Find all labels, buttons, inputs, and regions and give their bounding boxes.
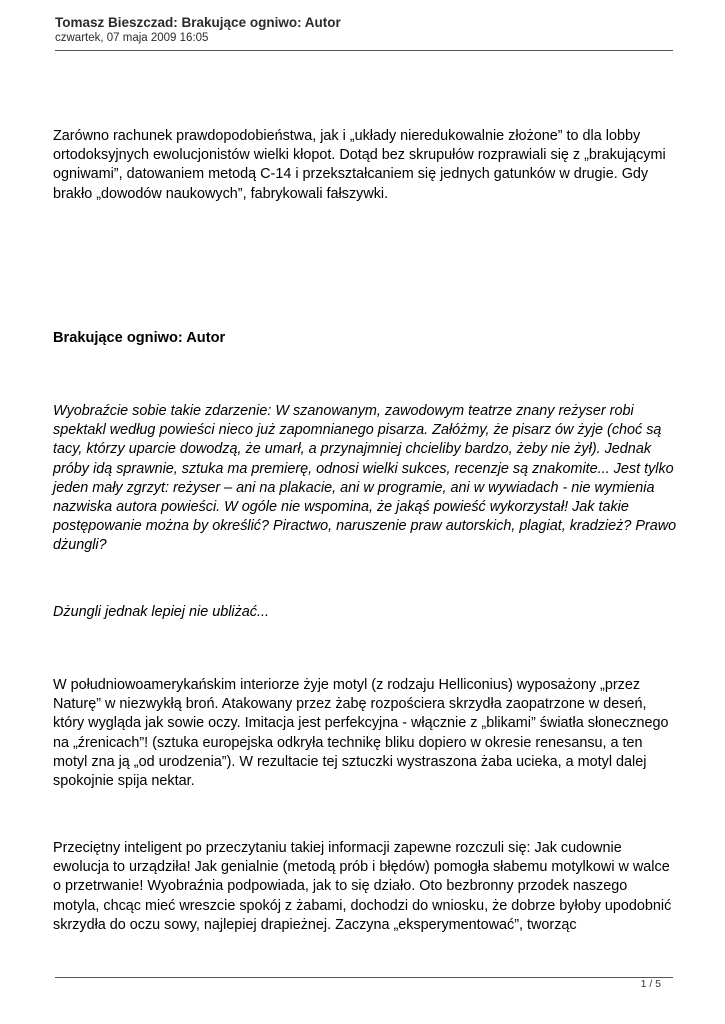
footer-divider: [55, 977, 673, 978]
italic-paragraph-jungle: Dżungli jednak lepiej nie ubliżać...: [53, 604, 269, 620]
header-divider: [55, 50, 673, 51]
page-number: 1 / 5: [640, 978, 661, 990]
body-paragraph-evolution: Przeciętny inteligent po przeczytaniu takiej informacji zapewne rozczuli się: Jak cudownie ewolucja to urządziła! Jak genialnie (metodą prób i błędów) pomogła słabemu motylkowi w walce o przetrwanie! Wyobraźnia podpowiada, jak to się działo. Oto bezbronny przodek naszego motyla, chcąc mieć wreszcie spokój z żabami, dochodzi do wniosku, że dobrze byłoby upodobnić skrzydła do oczu sowy, najlepiej drapieżnej. Zaczyna „eksperymentować”, tworząc: [53, 840, 672, 933]
section-heading: Brakujące ogniwo: Autor: [53, 330, 226, 346]
intro-paragraph: Zarówno rachunek prawdopodobieństwa, jak i „układy nieredukowalnie złożone” to dla lobby ortodoksyjnych ewolucjonistów wielki kłopot. Dotąd bez skrupułów rozprawiali się z „brakującymi ogniwami”, datowaniem metodą C-14 i przekształcaniem się jednych gatunków w drugie. Gdy brakło „dowodów naukowych”, fabrykowali fałszywki.: [53, 128, 666, 202]
publication-date: czwartek, 07 maja 2009 16:05: [55, 32, 209, 44]
body-paragraph-butterfly: W południowoamerykańskim interiorze żyje motyl (z rodzaju Helliconius) wyposażony „przez Naturę” w niezwykłą broń. Atakowany przez żabę rozpościera skrzydła zaopatrzone w deseń, który wygląda jak sowie oczy. Imitacja jest perfekcyjna - włącznie z „blikami” światła słonecznego na „źrenicach”! (sztuka europejska odkryła technikę bliku dopiero w okresie renesansu, a ten motyl zna ją „od urodzenia”). W rezultacie tej sztuczki wystraszona żaba ucieka, a motyl dalej spokojnie spija nektar.: [53, 677, 669, 790]
document-title: Tomasz Bieszczad: Brakujące ogniwo: Autor: [55, 15, 341, 30]
italic-paragraph-scenario: Wyobraźcie sobie takie zdarzenie: W szanowanym, zawodowym teatrze znany reżyser robi spektakl według powieści nieco już zapomnianego pisarza. Załóżmy, że pisarz ów żyje (choć są tacy, którzy uparcie dowodzą, że umarł, a przynajmniej chcieliby bardzo, żeby nie żył). Jednak próby idą sprawnie, sztuka ma premierę, odnosi wielki sukces, recenzje są znakomite... Jest tylko jeden mały zgrzyt: reżyser – ani na plakacie, ani w programie, ani w wywiadach - nie wymienia nazwiska autora powieści. W ogóle nie wspomina, że jakąś powieść wykorzystał! Jak takie postępowanie można by określić? Piractwo, naruszenie praw autorskich, plagiat, kradzież? Prawo dżungli?: [53, 403, 677, 554]
page-header: [55, 15, 673, 46]
